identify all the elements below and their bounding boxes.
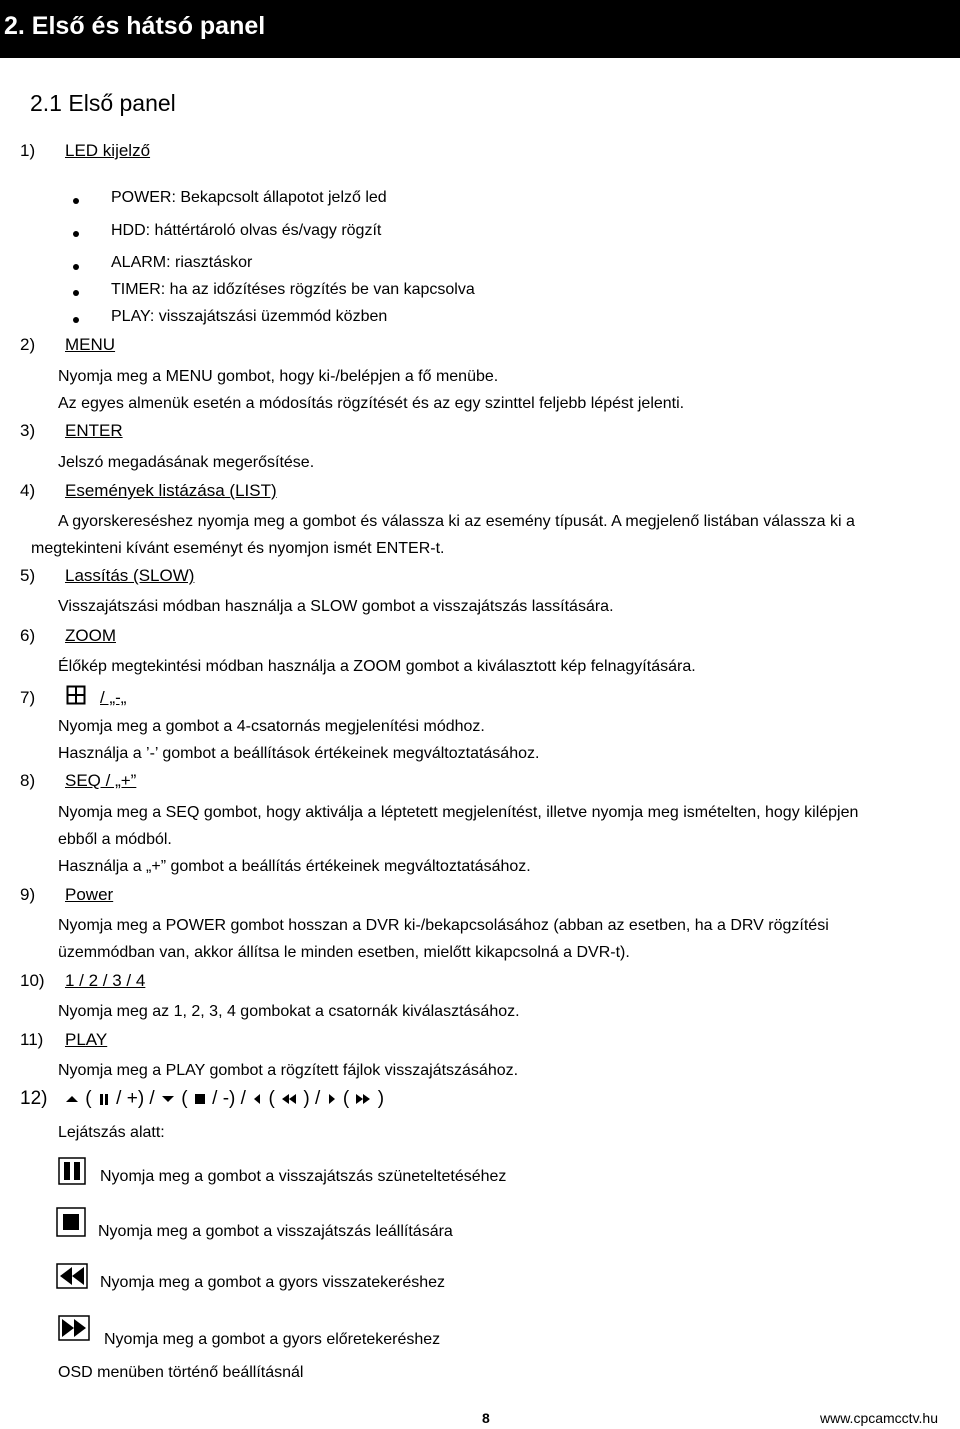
item-5-number: 5) (20, 566, 36, 585)
action-forward-text: Nyomja meg a gombot a gyors előretekeréshez (104, 1331, 441, 1348)
action-pause-text: Nyomja meg a gombot a visszajátszás szüneteltetéséhez (100, 1168, 507, 1185)
page-header (0, 0, 960, 58)
item-7-text: Használja a ’-’ gombot a beállítások értékeinek megváltoztatásához. (58, 745, 540, 762)
section-title: 2.1 Első panel (30, 90, 176, 116)
right-arrow-icon (326, 1092, 338, 1106)
action-stop-text: Nyomja meg a gombot a visszajátszás leállítására (98, 1223, 453, 1240)
bullet-power: POWER: Bekapcsolt állapotot jelző led (111, 189, 387, 206)
item-12-part: ( (268, 1088, 275, 1109)
item-3-text: Jelszó megadásának megerősítése. (58, 454, 315, 471)
item-11-number: 11) (20, 1030, 44, 1049)
item-8-number: 8) (20, 771, 36, 790)
item-10-text: Nyomja meg az 1, 2, 3, 4 gombokat a csatornák kiválasztásához. (58, 1003, 520, 1020)
up-arrow-icon (64, 1093, 80, 1105)
item-11-text: Nyomja meg a PLAY gombot a rögzített fájlok visszajátszásához. (58, 1062, 519, 1079)
rewind-icon (56, 1263, 88, 1289)
item-1-number: 1) (20, 141, 36, 160)
item-4-title: Események listázása (LIST) (65, 481, 277, 500)
bullet-play: PLAY: visszajátszási üzemmód közben (111, 308, 388, 325)
bullet-timer: TIMER: ha az időzítéses rögzítés be van kapcsolva (111, 281, 475, 298)
item-12-part: ( (181, 1088, 188, 1109)
item-7-number: 7) (20, 688, 36, 707)
item-2-text: Az egyes almenük esetén a módosítás rögzítését és az egy szinttel feljebb lépést jelenti. (58, 395, 685, 412)
item-11-title: PLAY (65, 1030, 108, 1049)
page-number: 8 (482, 1410, 490, 1426)
stop-icon (56, 1207, 86, 1237)
item-9-text: üzemmódban van, akkor állítsa le minden esetben, mielőtt kikapcsolná a DVR-t). (58, 944, 630, 961)
item-2-title: MENU (65, 335, 116, 354)
item-10-title: 1 / 2 / 3 / 4 (65, 971, 146, 990)
item-6-number: 6) (20, 626, 36, 645)
item-8-text: Nyomja meg a SEQ gombot, hogy aktiválja a léptetett megjelenítést, illetve nyomja meg ismételten, hogy kilépjen (58, 804, 859, 821)
bullet-dot (73, 198, 79, 204)
item-12-during: Lejátszás alatt: (58, 1124, 165, 1141)
item-12-part: ( (85, 1088, 92, 1109)
item-12-part: ) / (303, 1088, 321, 1109)
item-2-number: 2) (20, 335, 36, 354)
item-6-title: ZOOM (65, 626, 116, 645)
item-8-text: ebből a módból. (58, 831, 172, 848)
item-12-part: ) (377, 1088, 385, 1109)
stop-icon (193, 1092, 207, 1106)
item-12-part: / -) / (212, 1088, 246, 1109)
item-9-text: Nyomja meg a POWER gombot hosszan a DVR ki-/bekapcsolásához (abban az esetben, ha a DRV rögzítési (58, 917, 829, 934)
item-3-title: ENTER (65, 421, 123, 440)
item-10-number: 10) (20, 971, 45, 990)
item-1-title: LED kijelző (65, 141, 151, 160)
bullet-dot (73, 290, 79, 296)
item-7-text: Nyomja meg a gombot a 4-csatornás megjelenítési módhoz. (58, 718, 485, 735)
item-3-number: 3) (20, 421, 36, 440)
item-5-title: Lassítás (SLOW) (65, 566, 195, 585)
item-9-number: 9) (20, 885, 36, 904)
action-rewind-text: Nyomja meg a gombot a gyors visszatekeréshez (100, 1274, 446, 1291)
left-arrow-icon (251, 1092, 263, 1106)
quad-view-icon (66, 685, 86, 705)
item-7-title: / „-„ (100, 688, 127, 707)
footer-website: www.cpcamcctv.hu (820, 1410, 938, 1426)
pause-icon (58, 1157, 86, 1185)
bullet-alarm: ALARM: riasztáskor (111, 254, 253, 271)
item-6-text: Élőkép megtekintési módban használja a ZOOM gombot a kiválasztott kép felnagyítására. (58, 658, 696, 675)
fast-forward-icon (354, 1092, 372, 1106)
page-header-title: 2. Első és hátsó panel (4, 12, 266, 40)
osd-text: OSD menüben történő beállításnál (58, 1364, 304, 1381)
fast-forward-icon (58, 1315, 90, 1341)
rewind-icon (280, 1092, 298, 1106)
item-12-controls (64, 1088, 384, 1110)
item-12-part: / +) / (116, 1088, 155, 1109)
bullet-dot (73, 231, 79, 237)
down-arrow-icon (160, 1093, 176, 1105)
item-2-text: Nyomja meg a MENU gombot, hogy ki-/belépjen a fő menübe. (58, 368, 499, 385)
bullet-dot (73, 317, 79, 323)
item-12-part: ( (342, 1088, 350, 1109)
item-9-title: Power (65, 885, 114, 904)
item-4-text: megtekinteni kívánt eseményt és nyomjon ismét ENTER-t. (31, 540, 445, 557)
item-8-text: Használja a „+” gombot a beállítás értékeinek megváltoztatásához. (58, 858, 531, 875)
pause-icon (97, 1092, 111, 1106)
item-5-text: Visszajátszási módban használja a SLOW gombot a visszajátszás lassítására. (58, 598, 614, 615)
item-8-title: SEQ / „+” (65, 771, 137, 790)
bullet-hdd: HDD: háttértároló olvas és/vagy rögzít (111, 222, 382, 239)
item-12-number: 12) (20, 1088, 48, 1109)
item-4-number: 4) (20, 481, 36, 500)
bullet-dot (73, 264, 79, 270)
item-4-text: A gyorskereséshez nyomja meg a gombot és válassza ki az esemény típusát. A megjelenő listában válassza ki a (58, 513, 855, 530)
